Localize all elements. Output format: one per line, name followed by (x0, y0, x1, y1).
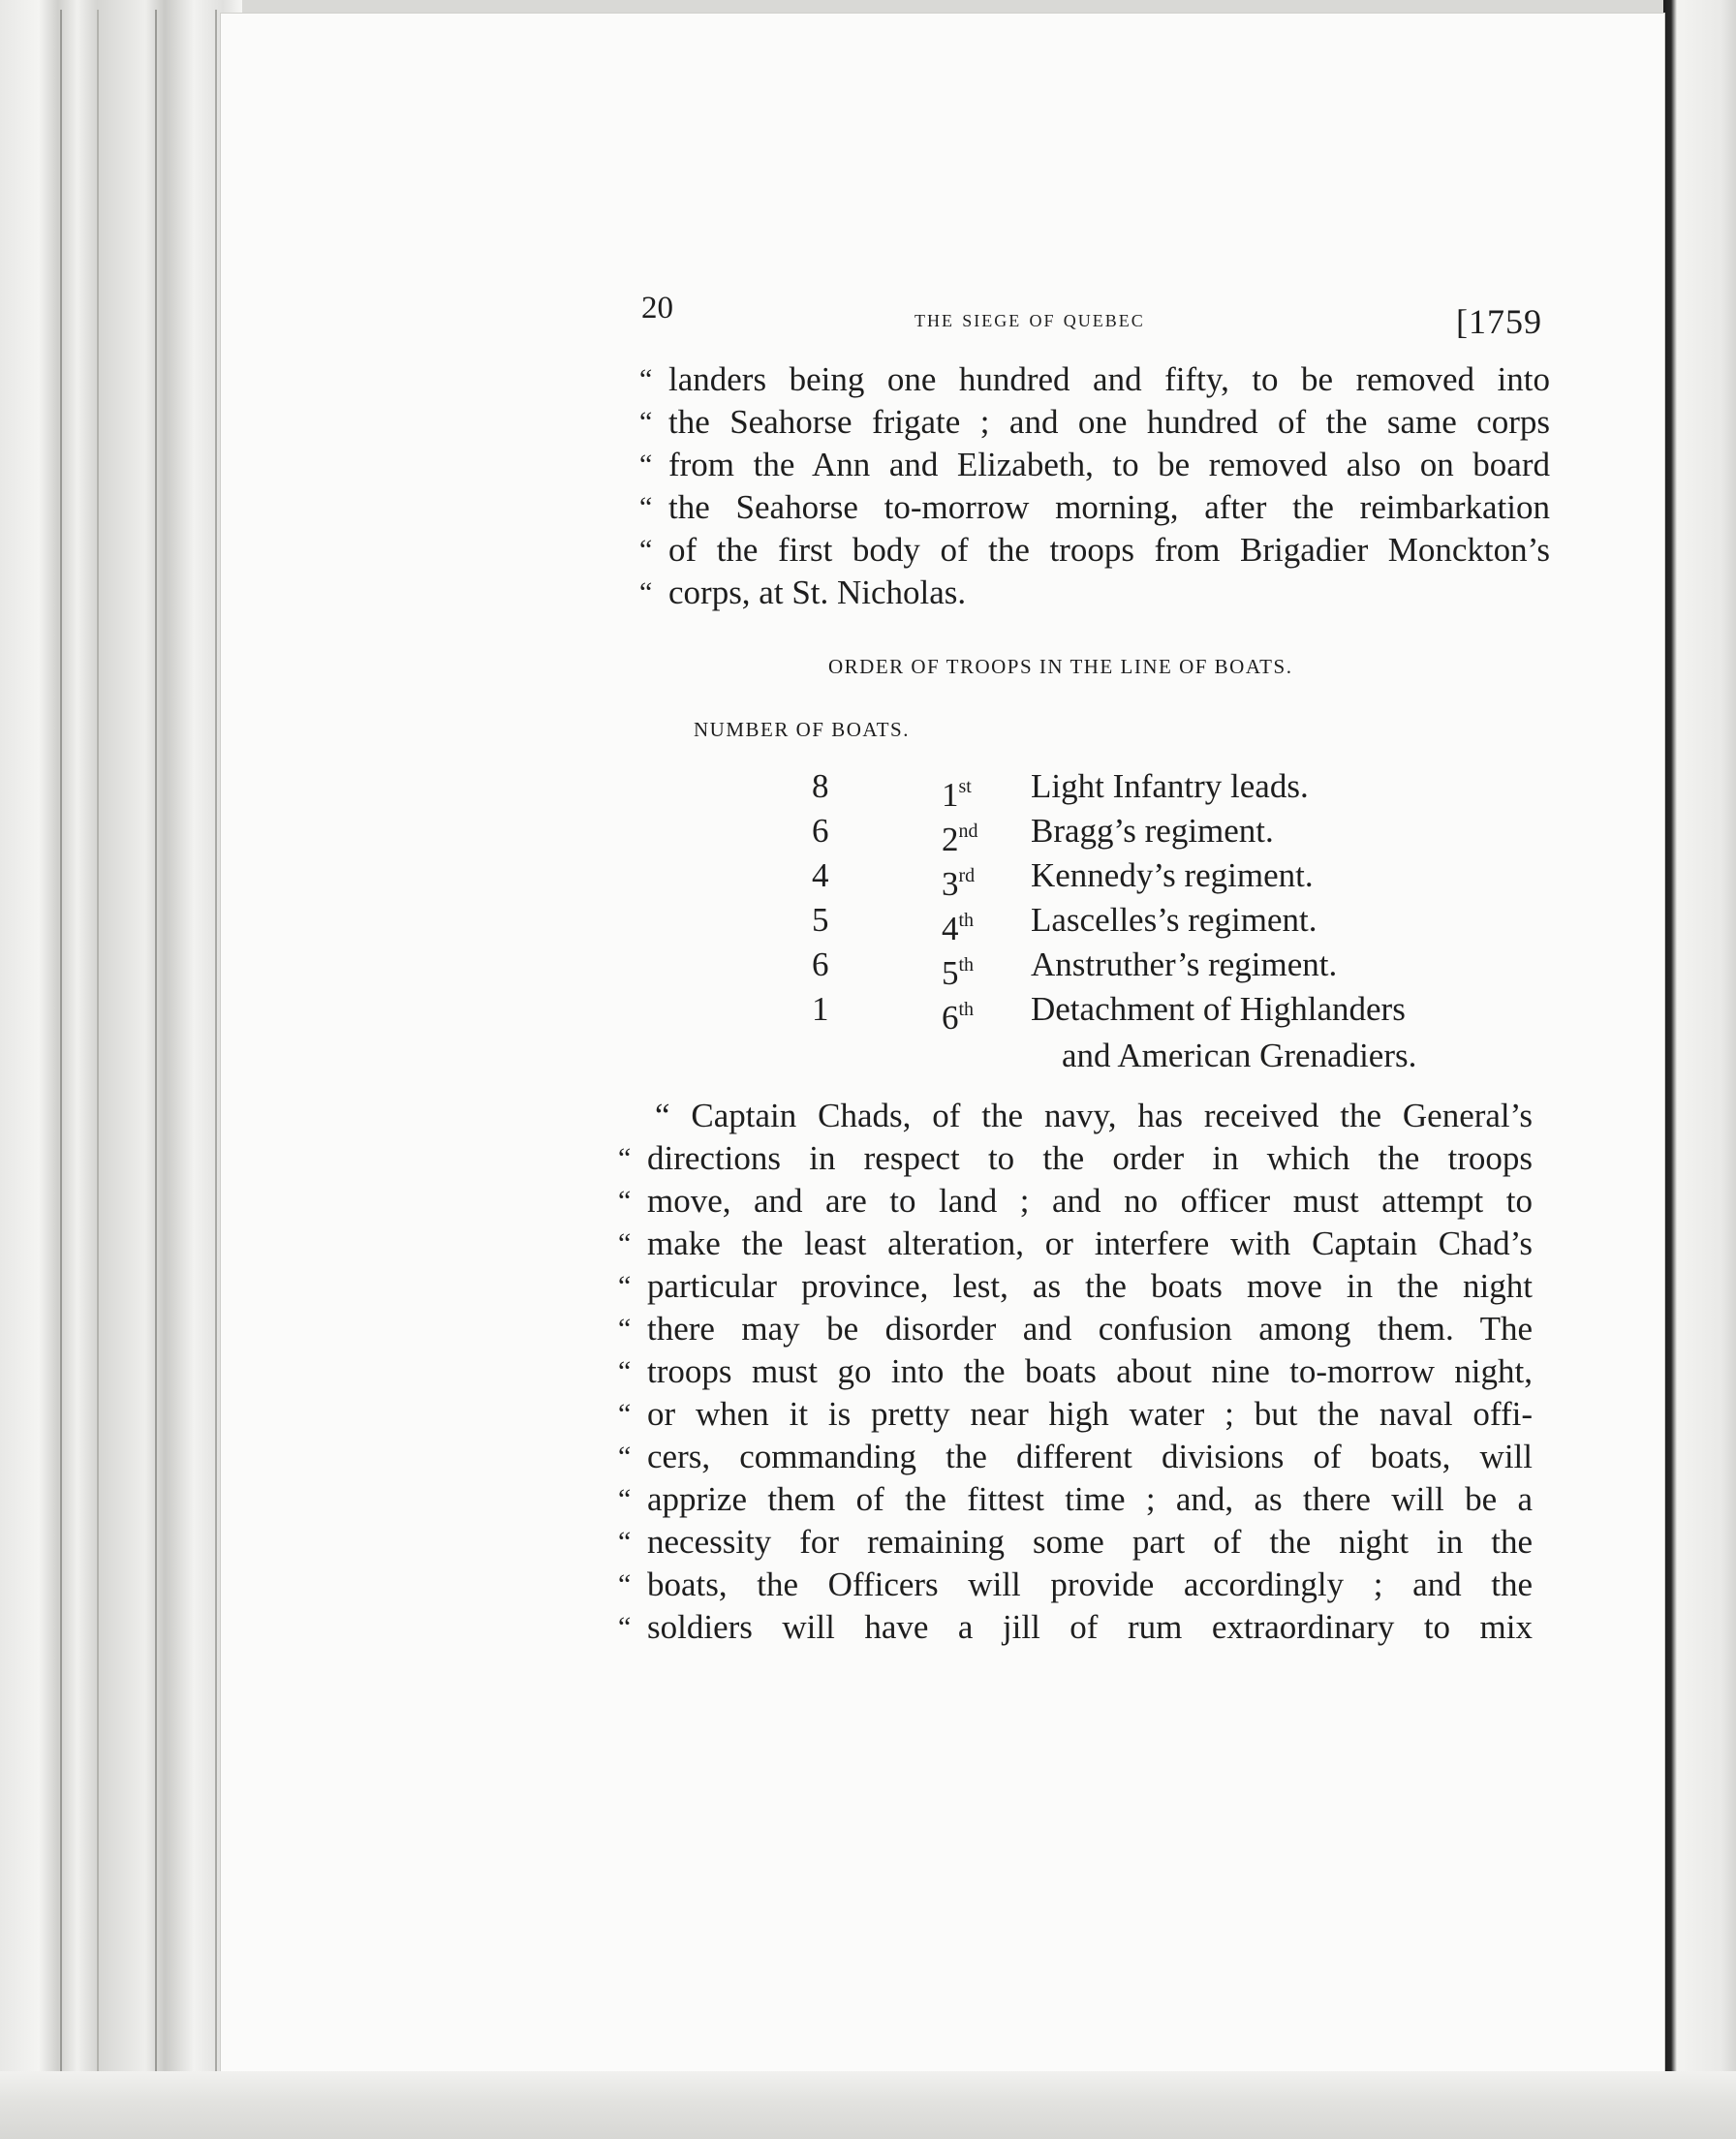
quote-mark: “ (618, 1227, 632, 1259)
line-text: particular province, lest, as the boats move in the night (647, 1267, 1533, 1305)
text-line (618, 1521, 1533, 1564)
text-line (639, 529, 1550, 572)
order-number: 3 (942, 865, 959, 903)
line-text: move, and are to land ; and no officer must attempt to (647, 1182, 1533, 1220)
quote-mark: “ (618, 1270, 632, 1302)
line-text: or when it is pretty near high water ; but the naval offi- (647, 1395, 1533, 1433)
paragraph-continued (639, 358, 1550, 614)
line-text: the Seahorse frigate ; and one hundred of the same corps (668, 403, 1550, 441)
regiment-name: Kennedy’s regiment. (1031, 856, 1314, 894)
page-edge-line (215, 10, 217, 2120)
quote-mark: “ (639, 449, 653, 480)
running-title: the siege of quebec (914, 306, 1145, 332)
quote-mark: “ (639, 363, 653, 395)
boat-count: 6 (812, 946, 829, 983)
boat-count: 1 (812, 990, 829, 1028)
text-line (618, 1180, 1533, 1223)
line-text: the Seahorse to-morrow morning, after the reimbarkation (668, 488, 1550, 526)
line-text: there may be disorder and confusion among them. The (647, 1310, 1533, 1348)
regiment-name: Detachment of Highlanders (1031, 990, 1406, 1028)
line-text: corps, at St. Nicholas. (668, 574, 967, 611)
boat-count: 8 (812, 767, 829, 805)
text-line (639, 401, 1550, 444)
boat-count: 6 (812, 812, 829, 850)
text-line (618, 1137, 1533, 1180)
line-text: make the least alteration, or interfere with Captain Chad’s (647, 1224, 1533, 1262)
boat-count: 5 (812, 901, 829, 939)
table-caption: ORDER OF TROOPS IN THE LINE OF BOATS. (828, 655, 1293, 678)
quote-mark: “ (618, 1313, 632, 1345)
paragraph-first-line: “ Captain Chads, of the navy, has received the General’s (655, 1097, 1533, 1134)
text-line (618, 1350, 1533, 1393)
line-text: boats, the Officers will provide accordingly ; and the (647, 1566, 1533, 1603)
regiment-name: Anstruther’s regiment. (1031, 946, 1338, 983)
order-rank (942, 988, 974, 1039)
quote-mark: “ (639, 576, 653, 608)
regiment-name: Lascelles’s regiment. (1031, 901, 1318, 939)
text-line (618, 1308, 1533, 1350)
line-text: from the Ann and Elizabeth, to be removed also on board (668, 446, 1550, 483)
regiment-name: Light Infantry leads. (1031, 767, 1309, 805)
order-number: 1 (942, 776, 959, 814)
line-text: troops must go into the boats about nine to-morrow night, (647, 1352, 1533, 1390)
order-number: 6 (942, 999, 959, 1037)
quote-mark: “ (618, 1483, 632, 1515)
order-suffix: nd (958, 821, 978, 842)
regiment-name: Bragg’s regiment. (1031, 812, 1274, 850)
order-suffix: th (958, 954, 975, 976)
quote-mark: “ (618, 1185, 632, 1217)
order-suffix: th (958, 999, 975, 1020)
table-continuation: and American Grenadiers. (1062, 1037, 1417, 1074)
text-line (639, 572, 1550, 614)
line-text: directions in respect to the order in which the troops (647, 1139, 1533, 1177)
text-line (618, 1265, 1533, 1308)
order-number: 5 (942, 954, 959, 992)
quote-mark: “ (618, 1611, 632, 1643)
quote-mark: “ (618, 1526, 632, 1558)
line-text: necessity for remaining some part of the night in the (647, 1523, 1533, 1561)
text-line (618, 1478, 1533, 1521)
boat-count: 4 (812, 856, 829, 894)
text-line (618, 1393, 1533, 1436)
quote-mark: “ (618, 1355, 632, 1387)
bottom-page-edge (0, 2071, 1736, 2139)
quote-mark: “ (639, 534, 653, 566)
quote-mark: “ (618, 1142, 632, 1174)
paragraph-body (618, 1137, 1533, 1649)
quote-mark: “ (639, 491, 653, 523)
text-line (639, 444, 1550, 486)
line-text: landers being one hundred and fifty, to be removed into (668, 360, 1550, 398)
text-line (618, 1564, 1533, 1606)
line-text: cers, commanding the different divisions of boats, will (647, 1438, 1533, 1475)
line-text: apprize them of the fittest time ; and, as there will be a (647, 1480, 1533, 1518)
text-line (639, 486, 1550, 529)
order-number: 2 (942, 821, 959, 858)
quote-mark: “ (618, 1568, 632, 1600)
quote-mark: “ (639, 406, 653, 438)
page-edge-line (60, 10, 62, 2120)
page-edge-line (155, 10, 157, 2120)
line-text: soldiers will have a jill of rum extraordinary to mix (647, 1608, 1533, 1646)
right-page-edge (1663, 0, 1736, 2139)
header-year: [1759 (1456, 302, 1542, 341)
text-line (639, 358, 1550, 401)
table-column-header: NUMBER OF BOATS. (694, 718, 910, 741)
order-suffix: st (958, 776, 972, 797)
book-page-stack (0, 0, 242, 2139)
quote-mark: “ (618, 1398, 632, 1430)
quote-mark: “ (618, 1441, 632, 1472)
text-line (618, 1606, 1533, 1649)
order-suffix: th (958, 910, 975, 931)
order-suffix: rd (958, 865, 976, 886)
text-line (618, 1436, 1533, 1478)
text-line (618, 1223, 1533, 1265)
order-number: 4 (942, 910, 959, 947)
page-edge-line (97, 10, 99, 2120)
page-number: 20 (641, 291, 673, 326)
line-text: of the first body of the troops from Brigadier Monckton’s (668, 531, 1550, 569)
